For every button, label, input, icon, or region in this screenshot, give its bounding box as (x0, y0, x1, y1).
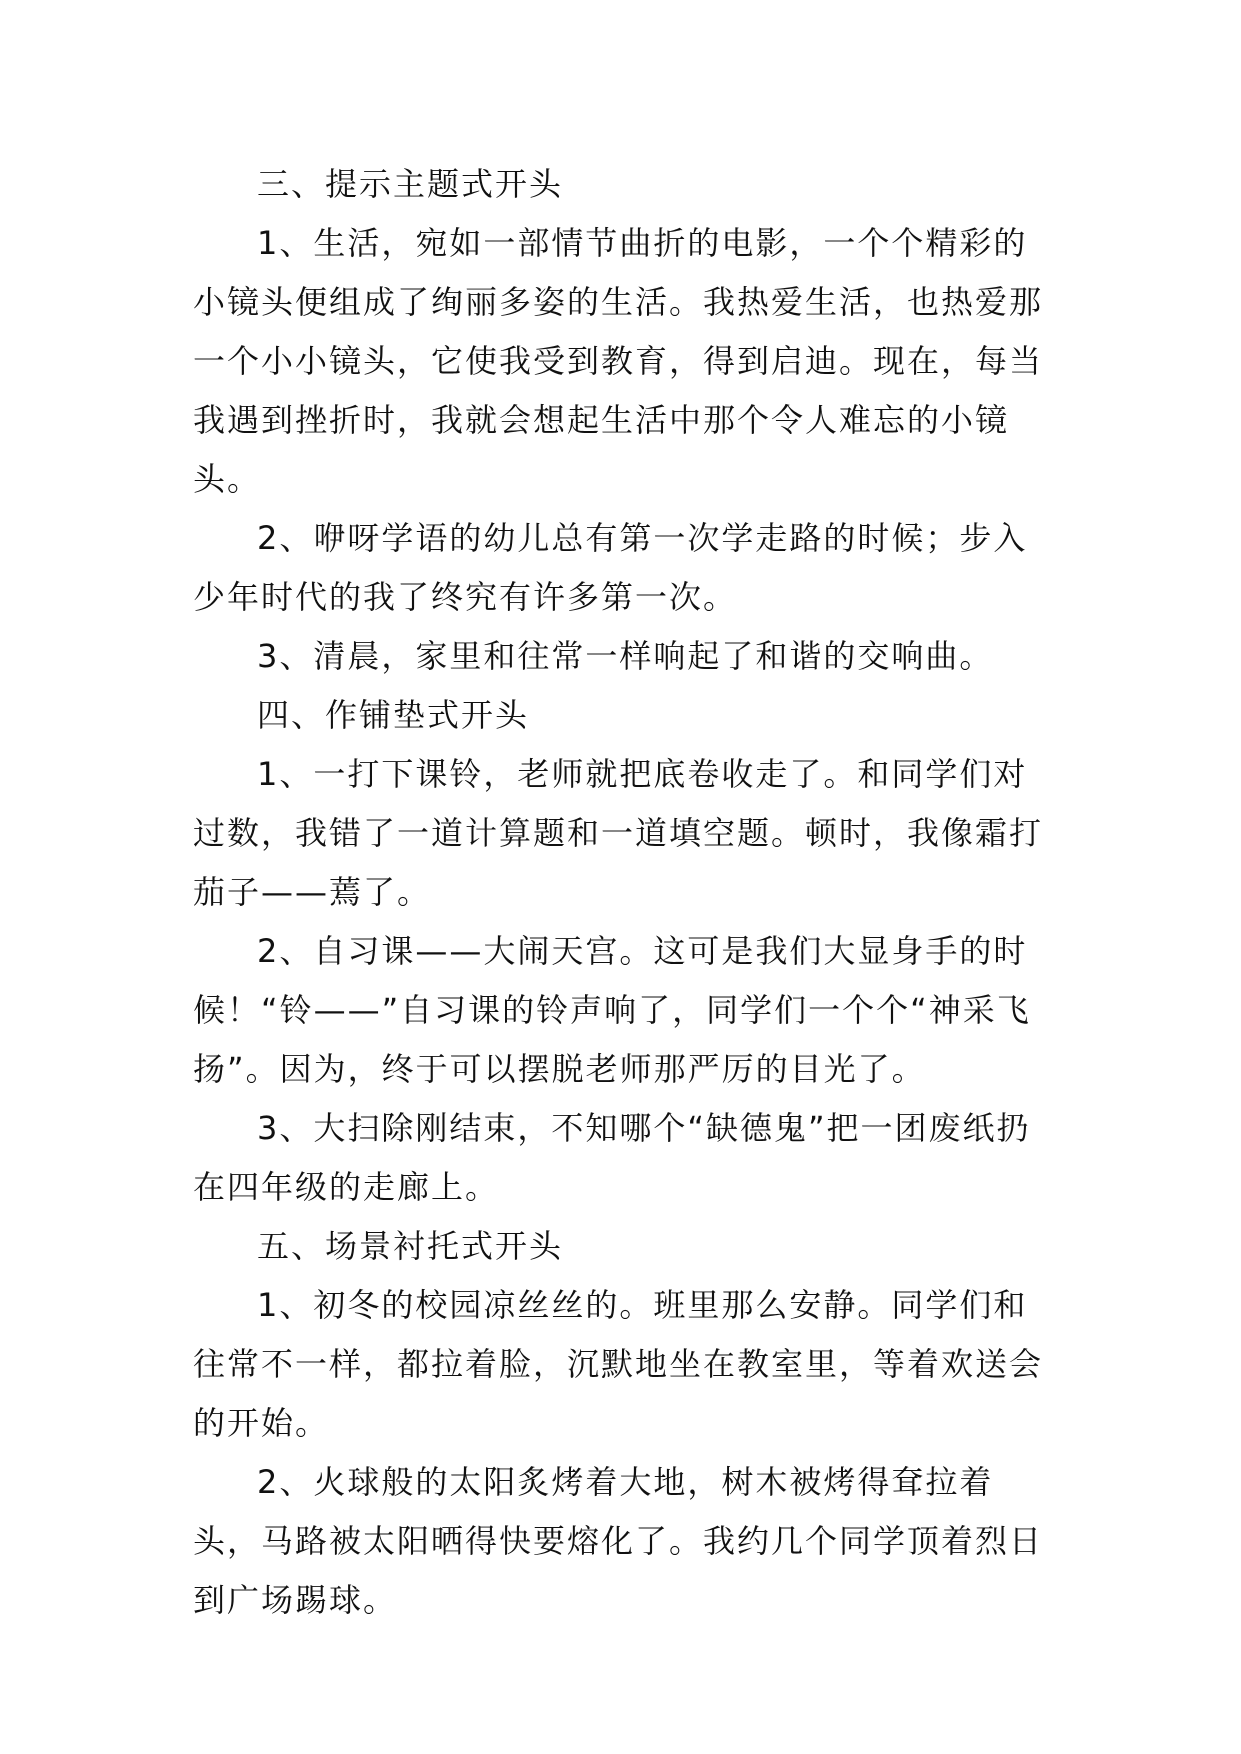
paragraph: 1、生活，宛如一部情节曲折的电影，一个个精彩的小镜头便组成了绚丽多姿的生活。我热爱生活，也热爱那一个小小镜头，它使我受到教育，得到启迪。现在，每当我遇到挫折时，我就会想起生活中那个令人难忘的小镜头。 (193, 224, 1044, 498)
paragraph: 1、初冬的校园凉丝丝的。班里那么安静。同学们和往常不一样，都拉着脸，沉默地坐在教室里，等着欢送会的开始。 (193, 1286, 1044, 1442)
paragraph: 3、大扫除刚结束，不知哪个“缺德鬼”把一团废纸扔在四年级的走廊上。 (193, 1109, 1031, 1206)
section-heading-5: 五、场景衬托式开头 (257, 1227, 564, 1265)
paragraph: 2、咿呀学语的幼儿总有第一次学走路的时候；步入少年时代的我了终究有许多第一次。 (193, 519, 1028, 616)
paragraph: 1、一打下课铃，老师就把底卷收走了。和同学们对过数，我错了一道计算题和一道填空题。顿时，我像霜打茄子——蔫了。 (193, 755, 1044, 911)
section-heading-3: 三、提示主题式开头 (257, 165, 564, 203)
document-body (193, 155, 1053, 1630)
paragraph: 3、清晨，家里和往常一样响起了和谐的交响曲。 (257, 637, 994, 675)
paragraph: 2、自习课——大闹天宫。这可是我们大显身手的时候！“铃——”自习课的铃声响了，同学们一个个“神采飞扬”。因为，终于可以摆脱老师那严厉的目光了。 (193, 932, 1031, 1088)
paragraph: 2、火球般的太阳炙烤着大地，树木被烤得耷拉着头，马路被太阳晒得快要熔化了。我约几个同学顶着烈日到广场踢球。 (193, 1463, 1044, 1619)
section-heading-4: 四、作铺垫式开头 (257, 696, 530, 734)
